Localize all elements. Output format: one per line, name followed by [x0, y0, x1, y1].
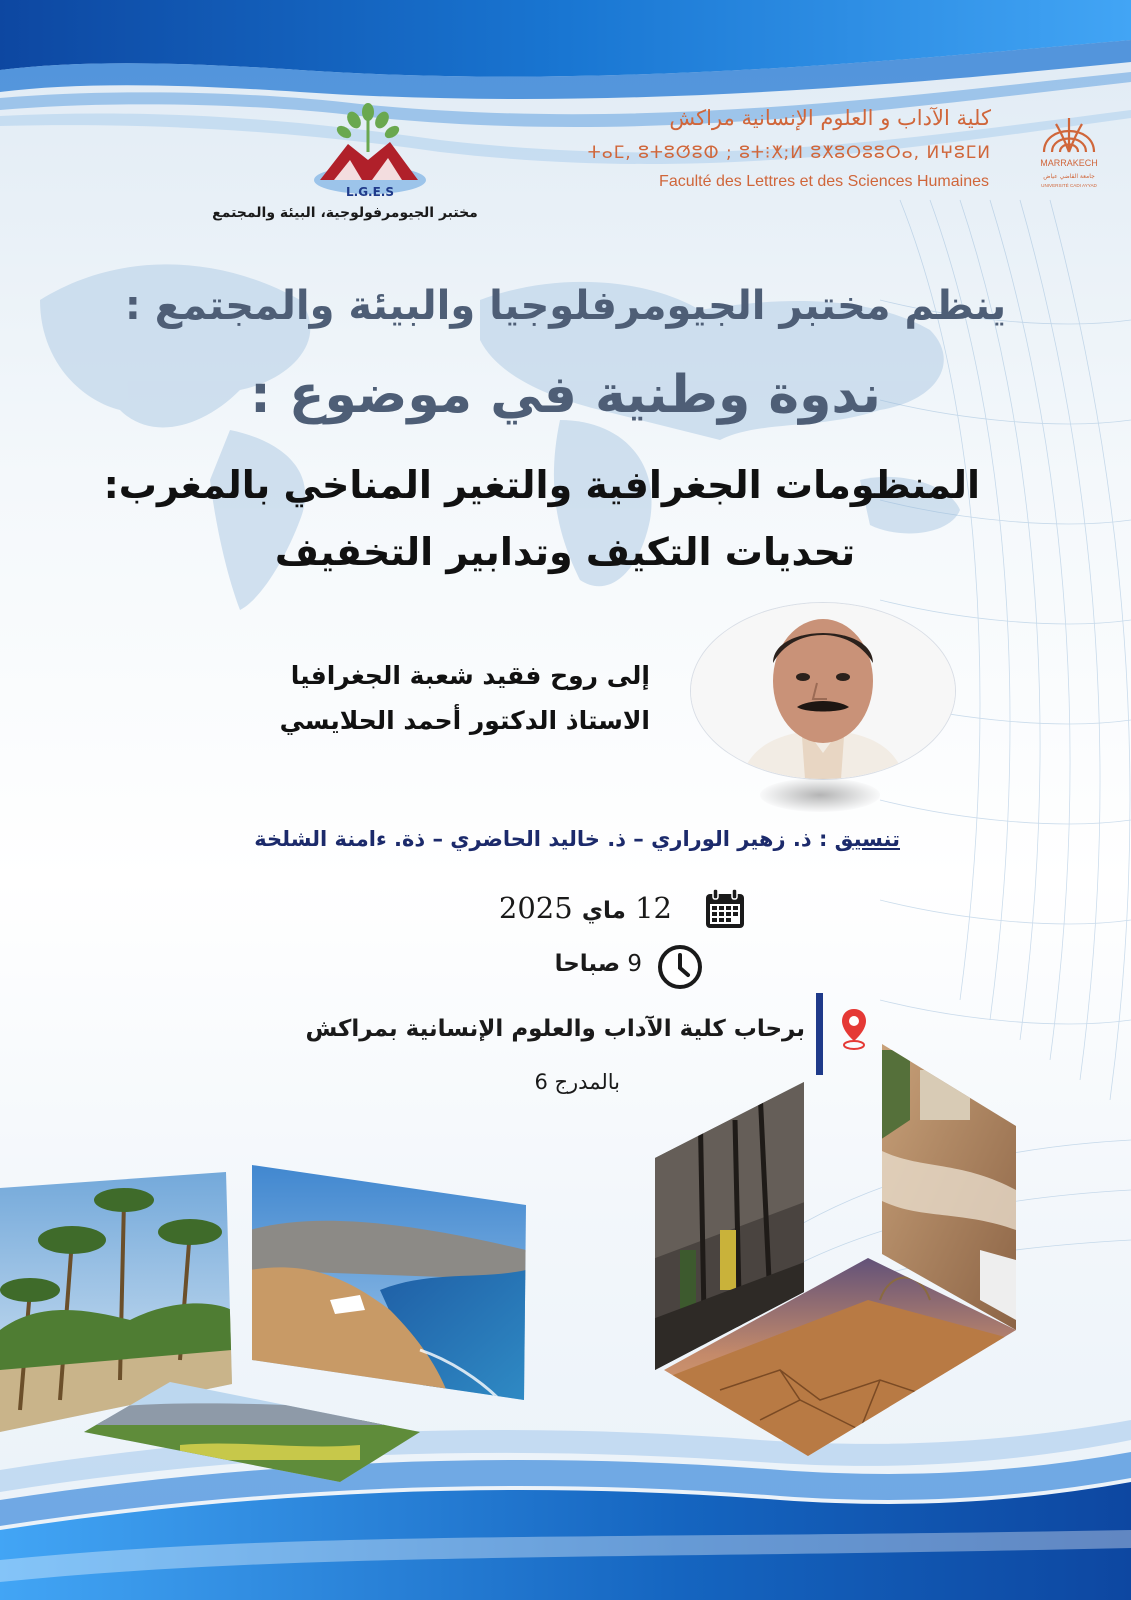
theme-title-line2: تحديات التكيف وتدابير التخفيف — [274, 530, 856, 574]
coordination-label: تنسيق — [834, 827, 900, 851]
coordination-names: : ذ. زهير الوراري – ذ. خاليد الحاضري – ذة. ءامنة الشلخة — [254, 827, 835, 851]
faculty-name-french: Faculté des Lettres et des Sciences Humaines — [659, 173, 989, 190]
university-logo — [1036, 104, 1102, 194]
date-day: 12 — [635, 891, 672, 925]
lab-logo — [310, 98, 426, 202]
logo-city-text: MARRAKECH — [1040, 158, 1098, 168]
time-suffix: صباحا — [554, 951, 621, 977]
lab-abbr-text: L.G.E.S — [345, 185, 395, 199]
theme-title-line1: المنظومات الجغرافية والتغير المناخي بالمغرب: — [103, 463, 980, 507]
event-hall: بالمدرج 6 — [534, 1070, 620, 1094]
faculty-name-arabic: كلية الآداب و العلوم الإنسانية مراكش — [669, 106, 991, 130]
dedication-line2: الاستاذ الدكتور أحمد الحلايسي — [279, 706, 650, 735]
event-time — [480, 951, 642, 977]
event-place: برحاب كلية الآداب والعلوم الإنسانية بمراكش — [305, 1016, 805, 1042]
portrait-shadow — [760, 778, 880, 812]
portrait-photo — [690, 602, 956, 780]
event-heading: ندوة وطنية في موضوع : — [250, 365, 881, 425]
dedication-line1: إلى روح فقيد شعبة الجغرافيا — [290, 661, 650, 690]
logo-univ-ar-text: جامعة القاضي عياض — [1043, 173, 1095, 180]
photo-collage — [0, 1040, 1131, 1500]
date-month: ماي — [581, 898, 626, 924]
organizer-heading: ينظم مختبر الجيومرفلوجيا والبيئة والمجتمع : — [124, 283, 1007, 329]
coordination-line — [200, 827, 900, 851]
event-date — [400, 891, 672, 925]
time-hour: 9 — [627, 951, 642, 977]
faculty-name-tifinagh: ⵜⴰⵎ, ⵓⵜⵓⵚⵓⵀ ; ⵓⵜ⁝ⵅ;ⵍ ⵓⵅⵓⵔⵓⵓⵔⴰ, ⵍⵖⵓⵎⵍ — [587, 143, 991, 163]
date-year: 2025 — [498, 891, 573, 925]
lab-name: مختبر الجيومرفولوجية، البيئة والمجتمع — [212, 205, 478, 221]
clock-icon — [656, 943, 704, 991]
logo-univ-fr-text: UNIVERSITÉ CADI AYYAD — [1041, 183, 1097, 188]
photo-coast — [250, 1160, 530, 1410]
calendar-icon — [704, 888, 746, 930]
